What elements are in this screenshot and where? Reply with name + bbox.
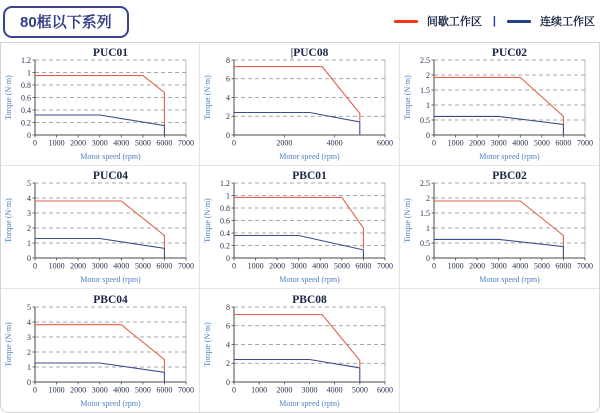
chart-cell-2 <box>200 43 399 166</box>
series-title: 80框以下系列 <box>20 14 112 31</box>
y-tick-label: 2.5 <box>420 178 431 188</box>
x-tick-label: 3000 <box>491 138 508 148</box>
x-tick-label: 1000 <box>447 138 464 148</box>
chart-cell-8 <box>200 289 399 412</box>
x-tick-label: 7000 <box>577 261 594 271</box>
x-tick-label: 7000 <box>178 138 195 148</box>
y-tick-label: 0 <box>226 377 231 387</box>
chart-title: PUC04 <box>93 170 129 182</box>
y-tick-label: 1 <box>27 238 32 248</box>
x-tick-label: 2000 <box>269 261 286 271</box>
y-tick-label: 3 <box>27 208 32 218</box>
x-tick-label: 6000 <box>156 385 173 394</box>
y-tick-label: 3 <box>27 332 32 342</box>
chart-PUC08 <box>202 45 396 163</box>
y-tick-label: 0.2 <box>220 241 231 251</box>
x-axis-label: Motor speed (rpm) <box>80 398 141 408</box>
x-tick-label: 5000 <box>135 261 152 271</box>
x-axis-label: Motor speed (rpm) <box>80 275 141 284</box>
y-tick-label: 8 <box>226 302 231 312</box>
y-tick-label: 0.4 <box>220 228 231 238</box>
x-tick-label: 3000 <box>91 385 108 394</box>
series-line <box>434 239 563 258</box>
chart-cell-empty <box>400 289 599 412</box>
x-tick-label: 3000 <box>91 261 108 271</box>
y-tick-label: 2 <box>226 112 231 122</box>
series-line <box>35 76 164 126</box>
series-line <box>234 197 363 248</box>
y-tick-label: 5 <box>27 178 32 188</box>
y-tick-label: 6 <box>226 74 231 84</box>
x-tick-label: 7000 <box>178 261 195 271</box>
x-tick-label: 0 <box>232 261 237 271</box>
x-tick-label: 2000 <box>70 385 87 394</box>
y-tick-label: 0.8 <box>21 80 32 90</box>
x-axis-label: Motor speed (rpm) <box>279 152 341 161</box>
chart-cell-3 <box>400 43 599 166</box>
y-axis-label: Torque (N·m) <box>203 198 213 243</box>
charts-grid <box>0 42 600 413</box>
x-tick-label: 5000 <box>334 261 351 271</box>
y-tick-label: 0 <box>27 130 32 140</box>
chart-title: PUC02 <box>492 47 528 59</box>
y-tick-label: 0.6 <box>21 93 32 103</box>
y-tick-label: 0 <box>426 130 431 140</box>
y-tick-label: 2.5 <box>420 55 431 65</box>
chart-title: PUC01 <box>93 47 129 59</box>
y-tick-label: 1 <box>426 100 431 110</box>
chart-cell-1 <box>1 43 200 166</box>
chart-PBC01 <box>202 168 396 286</box>
y-tick-label: 0.5 <box>420 238 431 248</box>
y-tick-label: 0.2 <box>21 118 32 128</box>
chart-title: PBC08 <box>292 293 328 306</box>
chart-PUC02 <box>402 45 596 163</box>
legend-blue-line-swatch <box>507 20 531 23</box>
series-line <box>434 201 563 248</box>
y-tick-label: 2 <box>27 347 32 357</box>
x-tick-label: 5000 <box>534 138 551 148</box>
x-tick-label: 1000 <box>248 261 265 271</box>
x-axis-label: Motor speed (rpm) <box>479 275 541 284</box>
x-tick-label: 6000 <box>156 138 173 148</box>
chart-title: PBC04 <box>93 293 128 306</box>
chart-cell-6 <box>400 166 599 289</box>
x-tick-label: 2000 <box>469 138 486 148</box>
x-tick-label: 7000 <box>178 385 195 394</box>
x-tick-label: 3000 <box>91 138 108 148</box>
y-tick-label: 0.8 <box>220 203 231 213</box>
x-tick-label: 0 <box>33 261 38 271</box>
legend-label-continuous: 连续工作区 <box>540 16 595 28</box>
y-tick-label: 1.5 <box>420 208 431 218</box>
chart-title: PBC01 <box>292 170 328 182</box>
legend-separator: | <box>492 15 496 27</box>
x-tick-label: 2000 <box>276 138 293 148</box>
y-tick-label: 0 <box>426 253 431 263</box>
x-tick-label: 4000 <box>327 138 344 148</box>
x-tick-label: 0 <box>232 385 237 394</box>
x-tick-label: 0 <box>432 138 437 148</box>
chart-PUC01 <box>3 45 197 163</box>
x-tick-label: 4000 <box>512 138 529 148</box>
y-tick-label: 5 <box>27 302 32 312</box>
x-tick-label: 5000 <box>352 385 369 394</box>
y-tick-label: 4 <box>27 193 32 203</box>
y-axis-label: Torque (N·m) <box>4 198 14 243</box>
x-tick-label: 4000 <box>327 385 344 394</box>
y-tick-label: 0 <box>27 253 32 263</box>
chart-PBC08 <box>202 292 396 410</box>
y-tick-label: 1 <box>27 362 32 372</box>
y-tick-label: 1.5 <box>420 85 431 95</box>
y-tick-label: 1 <box>426 223 431 233</box>
series-line <box>234 359 360 382</box>
y-axis-label: Torque (N·m) <box>403 75 413 120</box>
x-tick-label: 1000 <box>447 261 464 271</box>
y-tick-label: 0.4 <box>21 105 32 115</box>
y-axis-label: Torque (N·m) <box>203 321 213 367</box>
y-tick-label: 4 <box>226 339 231 349</box>
chart-title: |PUC08 <box>291 47 329 59</box>
x-tick-label: 1000 <box>48 138 65 148</box>
y-tick-label: 2 <box>426 70 431 80</box>
chart-cell-5 <box>200 166 399 289</box>
y-tick-label: 4 <box>27 317 32 327</box>
y-tick-label: 2 <box>226 358 231 368</box>
chart-PUC04 <box>3 168 197 286</box>
x-tick-label: 7000 <box>377 261 394 271</box>
series-line <box>35 324 164 371</box>
series-line <box>234 236 363 259</box>
x-axis-label: Motor speed (rpm) <box>80 152 141 161</box>
y-tick-label: 1 <box>27 68 32 78</box>
x-tick-label: 4000 <box>113 261 130 271</box>
y-axis-label: Torque (N·m) <box>4 321 14 367</box>
x-tick-label: 5000 <box>135 138 152 148</box>
x-tick-label: 2000 <box>469 261 486 271</box>
y-tick-label: 0 <box>27 377 32 387</box>
chart-cell-7 <box>1 289 200 412</box>
x-tick-label: 4000 <box>113 138 130 148</box>
x-tick-label: 5000 <box>135 385 152 394</box>
x-tick-label: 5000 <box>534 261 551 271</box>
x-tick-label: 4000 <box>113 385 130 394</box>
y-tick-label: 0.5 <box>420 115 431 125</box>
legend-label-intermittent: 间歇工作区 <box>426 16 482 28</box>
series-line <box>434 116 563 135</box>
series-line <box>35 201 164 248</box>
x-tick-label: 7000 <box>577 138 594 148</box>
x-tick-label: 0 <box>33 385 38 394</box>
x-tick-label: 4000 <box>312 261 329 271</box>
series-line <box>35 363 164 382</box>
x-tick-label: 6000 <box>355 261 372 271</box>
x-tick-label: 0 <box>33 138 38 148</box>
series-line <box>35 115 164 135</box>
x-tick-label: 6000 <box>156 261 173 271</box>
x-tick-label: 1000 <box>48 261 65 271</box>
y-tick-label: 0 <box>226 130 231 140</box>
x-axis-label: Motor speed (rpm) <box>279 398 341 408</box>
y-tick-label: 2 <box>27 223 32 233</box>
y-tick-label: 8 <box>226 55 231 65</box>
x-tick-label: 6000 <box>377 385 394 394</box>
y-tick-label: 1.2 <box>220 178 231 188</box>
chart-PBC04 <box>3 292 197 410</box>
x-tick-label: 4000 <box>512 261 529 271</box>
x-tick-label: 3000 <box>491 261 508 271</box>
legend-red-line-swatch <box>394 20 418 23</box>
legend <box>394 13 600 29</box>
x-tick-label: 3000 <box>301 385 318 394</box>
y-tick-label: 0.6 <box>220 216 231 226</box>
y-axis-label: Torque (N·m) <box>4 75 14 120</box>
x-tick-label: 3000 <box>291 261 308 271</box>
x-tick-label: 6000 <box>555 138 572 148</box>
y-axis-label: Torque (N·m) <box>203 75 213 120</box>
y-tick-label: 2 <box>426 193 431 203</box>
header <box>0 0 600 42</box>
chart-cell-4 <box>1 166 200 289</box>
series-title-badge <box>3 6 129 38</box>
y-tick-label: 4 <box>226 93 231 103</box>
x-tick-label: 2000 <box>70 138 87 148</box>
chart-title: PBC02 <box>492 170 528 182</box>
x-axis-label: Motor speed (rpm) <box>279 275 341 284</box>
chart-PBC02 <box>402 168 596 286</box>
x-tick-label: 6000 <box>555 261 572 271</box>
series-line <box>35 239 164 259</box>
x-tick-label: 2000 <box>70 261 87 271</box>
y-tick-label: 0 <box>226 253 231 263</box>
x-axis-label: Motor speed (rpm) <box>479 152 541 161</box>
x-tick-label: 0 <box>432 261 437 271</box>
x-tick-label: 1000 <box>48 385 65 394</box>
x-tick-label: 0 <box>232 138 237 148</box>
series-line <box>234 113 360 136</box>
x-tick-label: 2000 <box>276 385 293 394</box>
y-tick-label: 1.2 <box>21 55 32 65</box>
x-tick-label: 6000 <box>377 138 394 148</box>
y-tick-label: 1 <box>226 191 231 201</box>
y-tick-label: 6 <box>226 321 231 331</box>
x-tick-label: 1000 <box>251 385 268 394</box>
series-line <box>434 77 563 124</box>
y-axis-label: Torque (N·m) <box>403 198 413 243</box>
